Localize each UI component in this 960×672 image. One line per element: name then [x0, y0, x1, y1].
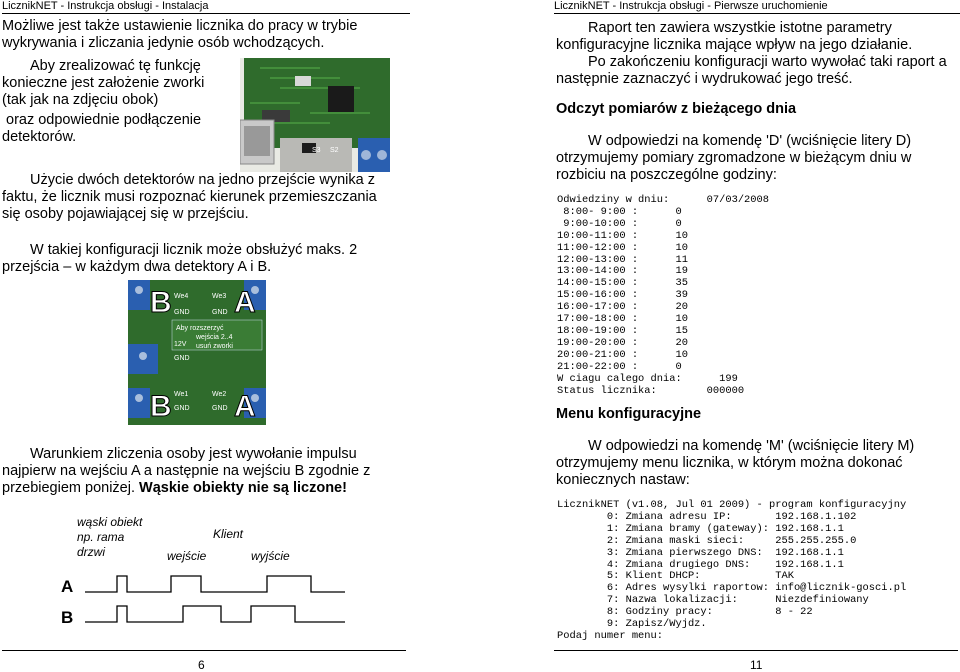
term-we1: We1: [174, 391, 189, 398]
pcb-label-s3: S3: [312, 147, 321, 154]
signal-a-label: A: [61, 577, 74, 596]
heading-daily-readings: Odczyt pomiarów z bieżącego dnia: [556, 101, 797, 117]
term-we2: We2: [212, 391, 227, 398]
left-para-6: [2, 446, 382, 497]
term-gnd-5: GND: [212, 405, 228, 412]
jumper-note-2: wejścia 2..4: [196, 334, 233, 341]
right-para-d: W odpowiedzi na komendę 'D' (wciśnięcie litery D) otrzymujemy pomiary zgromadzone w bieżącym dniu w rozbiciu na poszczególne godziny:: [556, 133, 912, 183]
narrow-object-label-2: np. rama: [77, 530, 125, 544]
left-para-5: W takiej konfiguracji licznik może obsłużyć maks. 2 przejścia – w każdym dwa detektory A i B.: [2, 242, 358, 275]
signal-b-waveform: [85, 606, 345, 622]
entry-label: wejście: [167, 549, 207, 563]
config-menu-output: LicznikNET (v1.08, Jul 01 2009) - program konfiguracyjny 0: Zmiana adresu IP: 192.168.1.102 1: Zmiana bramy (gateway): 192.168.1.1 2: Zmiana maski sieci: 255.255.255.0 3: Zmiana pierwszego DNS: 192.168.1.1 4: Zmiana drugiego DNS: 192.168.1.1 5: Klient DHCP: TAK 6: Adres wysylki raportow: info@licznik-gosci.pl 7: Nazwa lokalizacji: Niezdefiniowany 8: Godziny pracy: 8 - 22 9: Zapisz/Wyjdz. Podaj numer menu:: [557, 499, 907, 642]
narrow-object-label-1: wąski obiekt: [77, 515, 143, 529]
letter-a-bottom: A: [234, 390, 256, 423]
term-gnd-4: GND: [174, 405, 190, 412]
left-para-6-text: Warunkiem zliczenia osoby jest wywołanie impulsu najpierw na wejściu A a następnie na wejściu B zgodnie z przebiegiem poniżej.: [2, 446, 371, 496]
right-footer-rule: [554, 650, 958, 651]
pcb-label-s2: S2: [330, 147, 339, 154]
client-label: Klient: [213, 527, 244, 541]
left-page-number: 6: [198, 658, 205, 672]
left-para-2: Aby zrealizować tę funkcję konieczne jest założenie zworki (tak jak na zdjęciu obok): [2, 58, 205, 108]
signal-b-label: B: [61, 608, 74, 627]
heading-config-menu: Menu konfiguracyjne: [556, 406, 702, 422]
right-page-header: LicznikNET - Instrukcja obsługi - Pierwsze uruchomienie: [554, 0, 960, 14]
pcb-terminals-photo: [128, 280, 266, 425]
narrow-object-label-3: drzwi: [77, 545, 106, 559]
left-page-header: LicznikNET - Instrukcja obsługi - Instalacja: [2, 0, 410, 14]
term-gnd-3: GND: [174, 355, 190, 362]
jumper-note-1: Aby rozszerzyć: [176, 325, 224, 332]
right-intro-2: Po zakończeniu konfiguracji warto wywołać taki raport a następnie zaznaczyć i wydrukować jego treść.: [556, 54, 947, 87]
term-we3: We3: [212, 293, 227, 300]
letter-b-top: B: [150, 286, 172, 319]
left-para-1: Możliwe jest także ustawienie licznika do pracy w trybie wykrywania i zliczania jedynie osób wchodzących.: [2, 18, 358, 51]
right-intro-1: Raport ten zawiera wszystkie istotne parametry konfiguracyjne licznika mające wpływ na jego działanie.: [556, 20, 913, 53]
term-gnd-2: GND: [212, 309, 228, 316]
jumper-note-3: usuń zworki: [196, 343, 233, 350]
exit-label: wyjście: [251, 549, 290, 563]
left-para-3: oraz odpowiednie podłączenie detektorów.: [2, 112, 202, 145]
term-12v: 12V: [174, 341, 187, 348]
term-gnd-1: GND: [174, 309, 190, 316]
daily-report-output: Odwiedziny w dniu: 07/03/2008 8:00- 9:00 : 0 9:00-10:00 : 0 10:00-11:00 : 10 11:00-12:00 : 10 12:00-13:00 : 11 13:00-14:00 : 19 14:00-15:00 : 35 15:00-16:00 : 39 16:00-17:00 : 20 17:00-18:00 : 10 18:00-19:00 : 15 19:00-20:00 : 20 20:00-21:00 : 10 21:00-22:00 : 0 W ciagu calego dnia: 199 Status licznika: 000000: [557, 194, 770, 397]
term-we4: We4: [174, 293, 189, 300]
left-footer-rule: [2, 650, 406, 651]
right-page-number: 11: [750, 658, 763, 672]
signal-a-waveform: [85, 576, 345, 592]
letter-b-bottom: B: [150, 390, 172, 423]
left-para-6-bold: Wąskie obiekty nie są liczone!: [139, 480, 347, 496]
right-para-m: W odpowiedzi na komendę 'M' (wciśnięcie litery M) otrzymujemy menu licznika, w którym można dokonać koniecznych nastaw:: [556, 438, 915, 488]
pcb-jumper-photo: [240, 58, 390, 172]
left-para-4: Użycie dwóch detektorów na jedno przejście wynika z faktu, że licznik musi rozpoznać kierunek przemieszczania się osoby pojawiającej się w przejściu.: [2, 172, 377, 222]
letter-a-top: A: [234, 286, 256, 319]
timing-diagram: [55, 510, 355, 632]
